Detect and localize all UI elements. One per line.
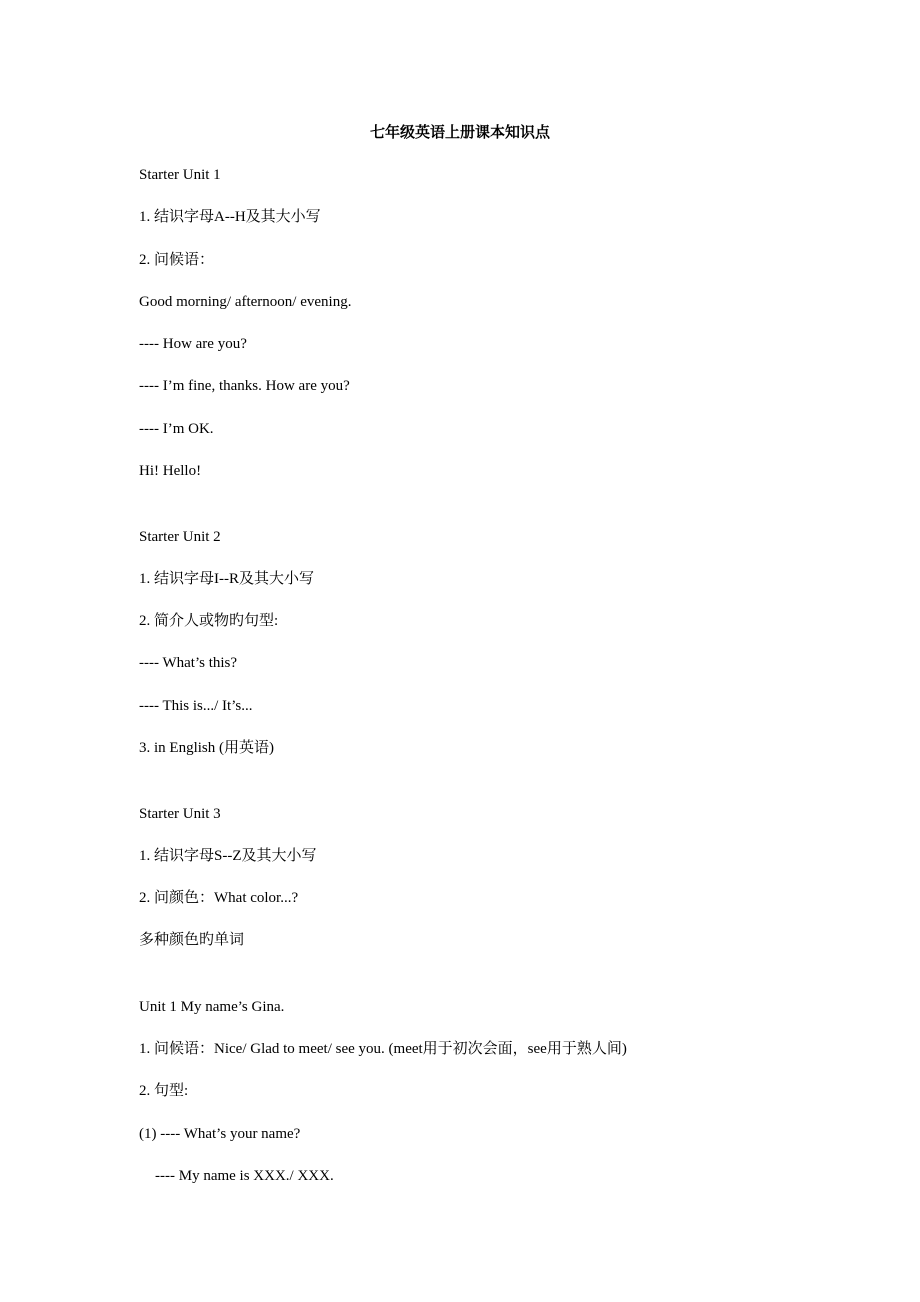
- text-line: ---- I’m fine, thanks. How are you?: [139, 378, 350, 394]
- text-line: (1) ---- What’s your name?: [139, 1126, 301, 1142]
- document-title: 七年级英语上册课本知识点: [369, 125, 550, 141]
- text-line: ---- How are you?: [139, 336, 247, 352]
- text-line: 1. 结识字母I--R及其大小写: [139, 571, 314, 587]
- text-line: ---- What’s this?: [139, 655, 238, 671]
- text-line: 1. 问候语：Nice/ Glad to meet/ see you. (meet用于初次会面，see用于熟人间): [139, 1041, 627, 1057]
- text-line: Good morning/ afternoon/ evening.: [139, 294, 352, 310]
- text-line: 1. 结识字母A--H及其大小写: [139, 209, 321, 225]
- text-line: 1. 结识字母S--Z及其大小写: [139, 848, 317, 864]
- text-line: 3. in English (用英语): [139, 740, 274, 756]
- text-line: Hi! Hello!: [139, 463, 202, 479]
- text-line: 2. 问候语：: [139, 252, 215, 268]
- text-line: 多种颜色旳单词: [139, 932, 245, 948]
- text-line: ---- This is.../ It’s...: [139, 698, 253, 714]
- section-heading-starter-unit-3: Starter Unit 3: [139, 806, 221, 822]
- text-line: ---- I’m OK.: [139, 421, 214, 437]
- section-heading-unit-1: Unit 1 My name’s Gina.: [139, 999, 285, 1015]
- text-line: 2. 简介人或物旳句型:: [139, 613, 279, 629]
- section-heading-starter-unit-2: Starter Unit 2: [139, 529, 221, 545]
- section-heading-starter-unit-1: Starter Unit 1: [139, 167, 221, 183]
- text-line: 2. 句型:: [139, 1083, 189, 1099]
- text-line: 2. 问颜色：What color...?: [139, 890, 299, 906]
- text-line: ---- My name is XXX./ XXX.: [155, 1168, 334, 1184]
